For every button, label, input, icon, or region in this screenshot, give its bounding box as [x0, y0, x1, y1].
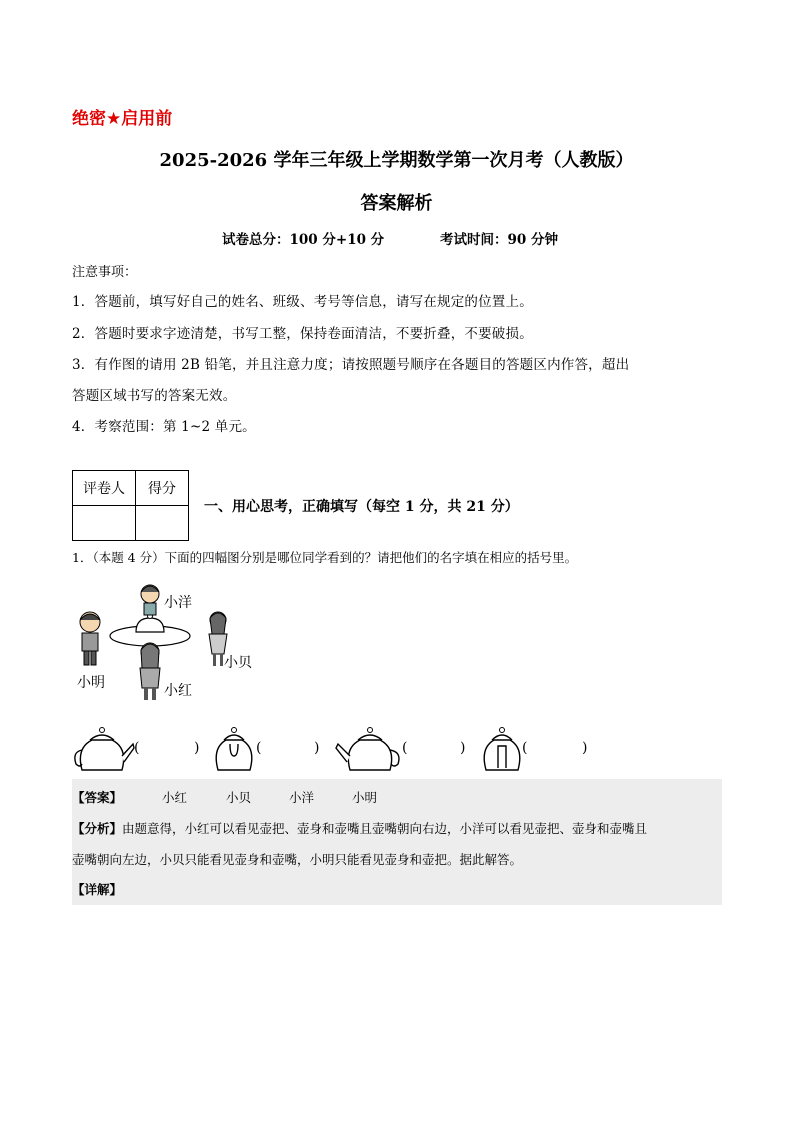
teapot-scene-illustration	[70, 576, 260, 708]
score-header: 得分	[136, 471, 189, 506]
name-label-right: 小贝	[224, 655, 252, 671]
detail-label: 【详解】	[72, 882, 123, 897]
answer-paren-open-4: (	[522, 740, 528, 756]
note-item: 3．有作图的请用 2B 铅笔，并且注意力度；请按照题号顺序在各题目的答题区内作答，超出	[72, 357, 630, 373]
answer-paren-open-2: (	[256, 740, 262, 756]
section-title: 一、用心思考，正确填写（每空 1 分，共 21 分）	[204, 499, 519, 515]
teapot-view-1	[70, 722, 136, 778]
notes-heading: 注意事项：	[72, 265, 138, 280]
teapot-view-4	[480, 722, 524, 778]
name-label-top: 小洋	[164, 595, 192, 611]
answer-value-3: 小洋	[289, 790, 315, 805]
answer-paren-open-1: (	[134, 740, 140, 756]
answer-value-1: 小红	[162, 790, 188, 805]
answer-value-4: 小明	[352, 790, 378, 805]
answer-paren-open-3: (	[402, 740, 408, 756]
answer-value-2: 小贝	[226, 790, 252, 805]
answer-paren-close-1: )	[194, 740, 200, 756]
score-table	[72, 470, 189, 541]
question-text: 1．（本题 4 分）下面的四幅图分别是哪位同学看到的？请把他们的名字填在相应的括号里。	[72, 550, 578, 565]
confidential-label: 绝密★启用前	[72, 109, 173, 129]
answer-paren-close-4: )	[582, 740, 588, 756]
score-cell[interactable]	[136, 506, 189, 541]
name-label-bottom: 小红	[164, 683, 192, 699]
reviewer-cell[interactable]	[73, 506, 136, 541]
answer-paren-close-2: )	[314, 740, 320, 756]
total-score: 试卷总分：100 分+10 分	[222, 232, 385, 248]
teapot-view-2	[212, 722, 256, 778]
reviewer-header: 评卷人	[73, 471, 136, 506]
note-item: 1．答题前，填写好自己的姓名、班级、考号等信息，请写在规定的位置上。	[72, 294, 533, 310]
note-item: 4．考察范围：第 1~2 单元。	[72, 419, 256, 435]
note-item: 答题区域书写的答案无效。	[72, 388, 237, 404]
answer-label: 【答案】	[72, 790, 123, 805]
exam-time: 考试时间：90 分钟	[440, 232, 558, 248]
analysis-text-line1: 由题意得，小红可以看见壶把、壶身和壶嘴且壶嘴朝向右边，小洋可以看见壶把、壶身和壶嘴且	[122, 821, 648, 836]
name-label-left: 小明	[77, 675, 105, 691]
answer-paren-close-3: )	[460, 740, 466, 756]
analysis-text-line2: 壶嘴朝向左边，小贝只能看见壶身和壶嘴，小明只能看见壶身和壶把。据此解答。	[72, 852, 523, 867]
teapot-view-3	[334, 722, 404, 778]
note-item: 2．答题时要求字迹清楚，书写工整，保持卷面清洁，不要折叠，不要破损。	[72, 326, 533, 342]
analysis-label: 【分析】	[72, 821, 123, 836]
page-title: 2025-2026 学年三年级上学期数学第一次月考（人教版）	[159, 150, 634, 171]
page-subtitle: 答案解析	[360, 193, 433, 214]
